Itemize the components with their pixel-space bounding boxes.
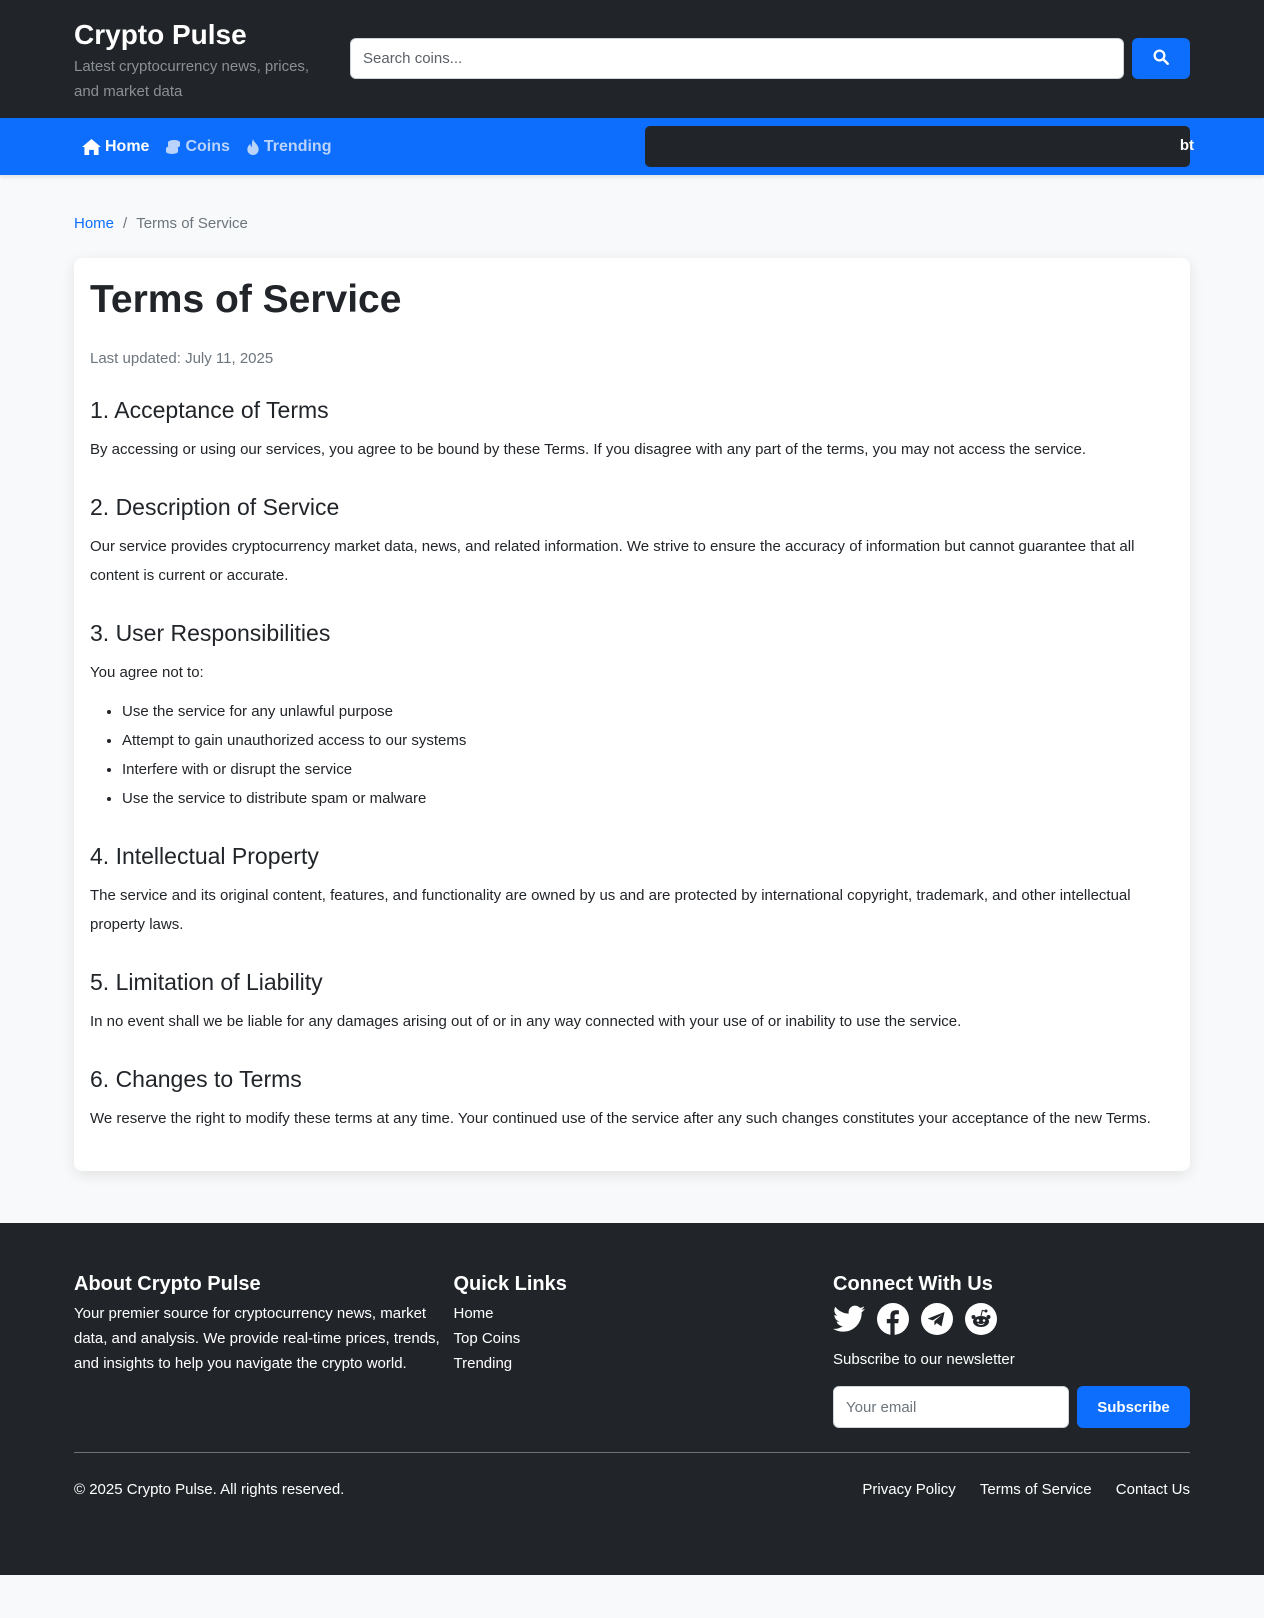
footer-about-title: About Crypto Pulse [74,1273,261,1295]
breadcrumb-home-link[interactable]: Home [74,215,115,232]
copyright-text: © 2025 Crypto Pulse. All rights reserved. [74,1481,345,1498]
site-header [0,0,1264,118]
newsletter-email-input[interactable] [833,1386,1069,1428]
section-text: We reserve the right to modify these terms at any time. Your continued use of the service after any such changes constitutes your acceptance of the new Terms. [90,1110,1151,1127]
section-title: 3. User Responsibilities [90,620,331,646]
telegram-icon[interactable] [921,1303,953,1335]
breadcrumb-separator: / [123,215,128,232]
last-updated: Last updated: July 11, 2025 [90,350,274,367]
section-text: In no event shall we be liable for any damages arising out of or in any way connected with your use of or inability to use the service. [90,1013,962,1030]
footer-link-contact-us[interactable]: Contact Us [1115,1481,1190,1498]
newsletter-form [833,1386,1190,1428]
nav-item-label: Home [105,137,150,155]
section-title: 2. Description of Service [90,494,340,520]
twitter-icon[interactable] [833,1303,865,1335]
footer-about-text: Your premier source for cryptocurrency news, market data, and analysis. We provide real-time prices, trends, and insights to help you navigate the crypto world. [74,1305,440,1372]
footer-links-title: Quick Links [453,1273,567,1295]
list-item: • Attempt to gain unauthorized access to our systems [122,726,1174,755]
reddit-icon[interactable] [965,1303,997,1335]
nav-links [74,138,645,156]
social-links [833,1303,1190,1335]
section-title: 4. Intellectual Property [90,843,319,869]
breadcrumb-current: Terms of Service [136,215,248,232]
facebook-icon[interactable] [877,1303,909,1335]
search-input[interactable] [350,38,1124,79]
list-item: • Use the service for any unlawful purpose [122,697,1174,726]
section-text: Our service provides cryptocurrency market data, news, and related information. We strive to ensure the accuracy of information but cannot guarantee that all content is current or accurate. [90,538,1135,584]
section-title: 5. Limitation of Liability [90,969,323,995]
footer-quick-links [454,1271,834,1428]
footer-link-home[interactable]: Home [453,1305,494,1322]
section-title: 1. Acceptance of Terms [90,397,329,423]
footer-link-top-coins[interactable]: Top Coins [453,1330,521,1347]
list-item: • Interfere with or disrupt the service [122,755,1174,784]
main-nav [0,118,1264,175]
nav-item-home[interactable] [82,138,149,156]
search-icon [1152,48,1170,69]
breadcrumb [74,215,1190,232]
brand-title[interactable]: Crypto Pulse [74,19,247,50]
section-text: You agree not to: [90,664,204,681]
price-ticker [645,126,1194,167]
brand-tagline: Latest cryptocurrency news, prices, and market data [74,58,310,100]
terms-card [74,258,1190,1171]
footer-link-terms-of-service[interactable]: Terms of Service [979,1481,1092,1498]
site-footer [0,1223,1264,1575]
nav-item-coins[interactable] [165,138,229,156]
responsibilities-list [90,697,1174,813]
page-title: Terms of Service [90,278,402,321]
footer-link-privacy-policy[interactable]: Privacy Policy [862,1481,956,1498]
footer-divider [74,1452,1190,1453]
coins-icon [165,139,181,155]
section-text: The service and its original content, features, and functionality are owned by us and are protected by international copyright, trademark, and other intellectual property laws. [90,887,1131,933]
footer-link-trending[interactable]: Trending [453,1355,513,1372]
footer-bottom-links [842,1481,1190,1498]
section-text: By accessing or using our services, you agree to be bound by these Terms. If you disagree with any part of the terms, you may not access the service. [90,441,1087,458]
search-button[interactable] [1132,38,1190,79]
main-content [74,215,1190,1171]
nav-item-trending[interactable] [246,138,332,156]
footer-bottom [74,1481,1190,1498]
home-icon [82,139,101,155]
fire-icon [246,139,260,155]
search-bar [350,38,1190,79]
ticker-text: bt [1179,137,1194,154]
list-item: • Use the service to distribute spam or malware [122,784,1174,813]
footer-connect-title: Connect With Us [833,1273,993,1295]
footer-about [74,1271,454,1428]
nav-item-label: Coins [185,137,230,155]
subscribe-button[interactable]: Subscribe [1077,1386,1190,1428]
section-title: 6. Changes to Terms [90,1066,302,1092]
brand [74,18,350,104]
nav-item-label: Trending [263,137,332,155]
footer-connect [833,1271,1190,1428]
newsletter-label: Subscribe to our newsletter [833,1351,1015,1368]
